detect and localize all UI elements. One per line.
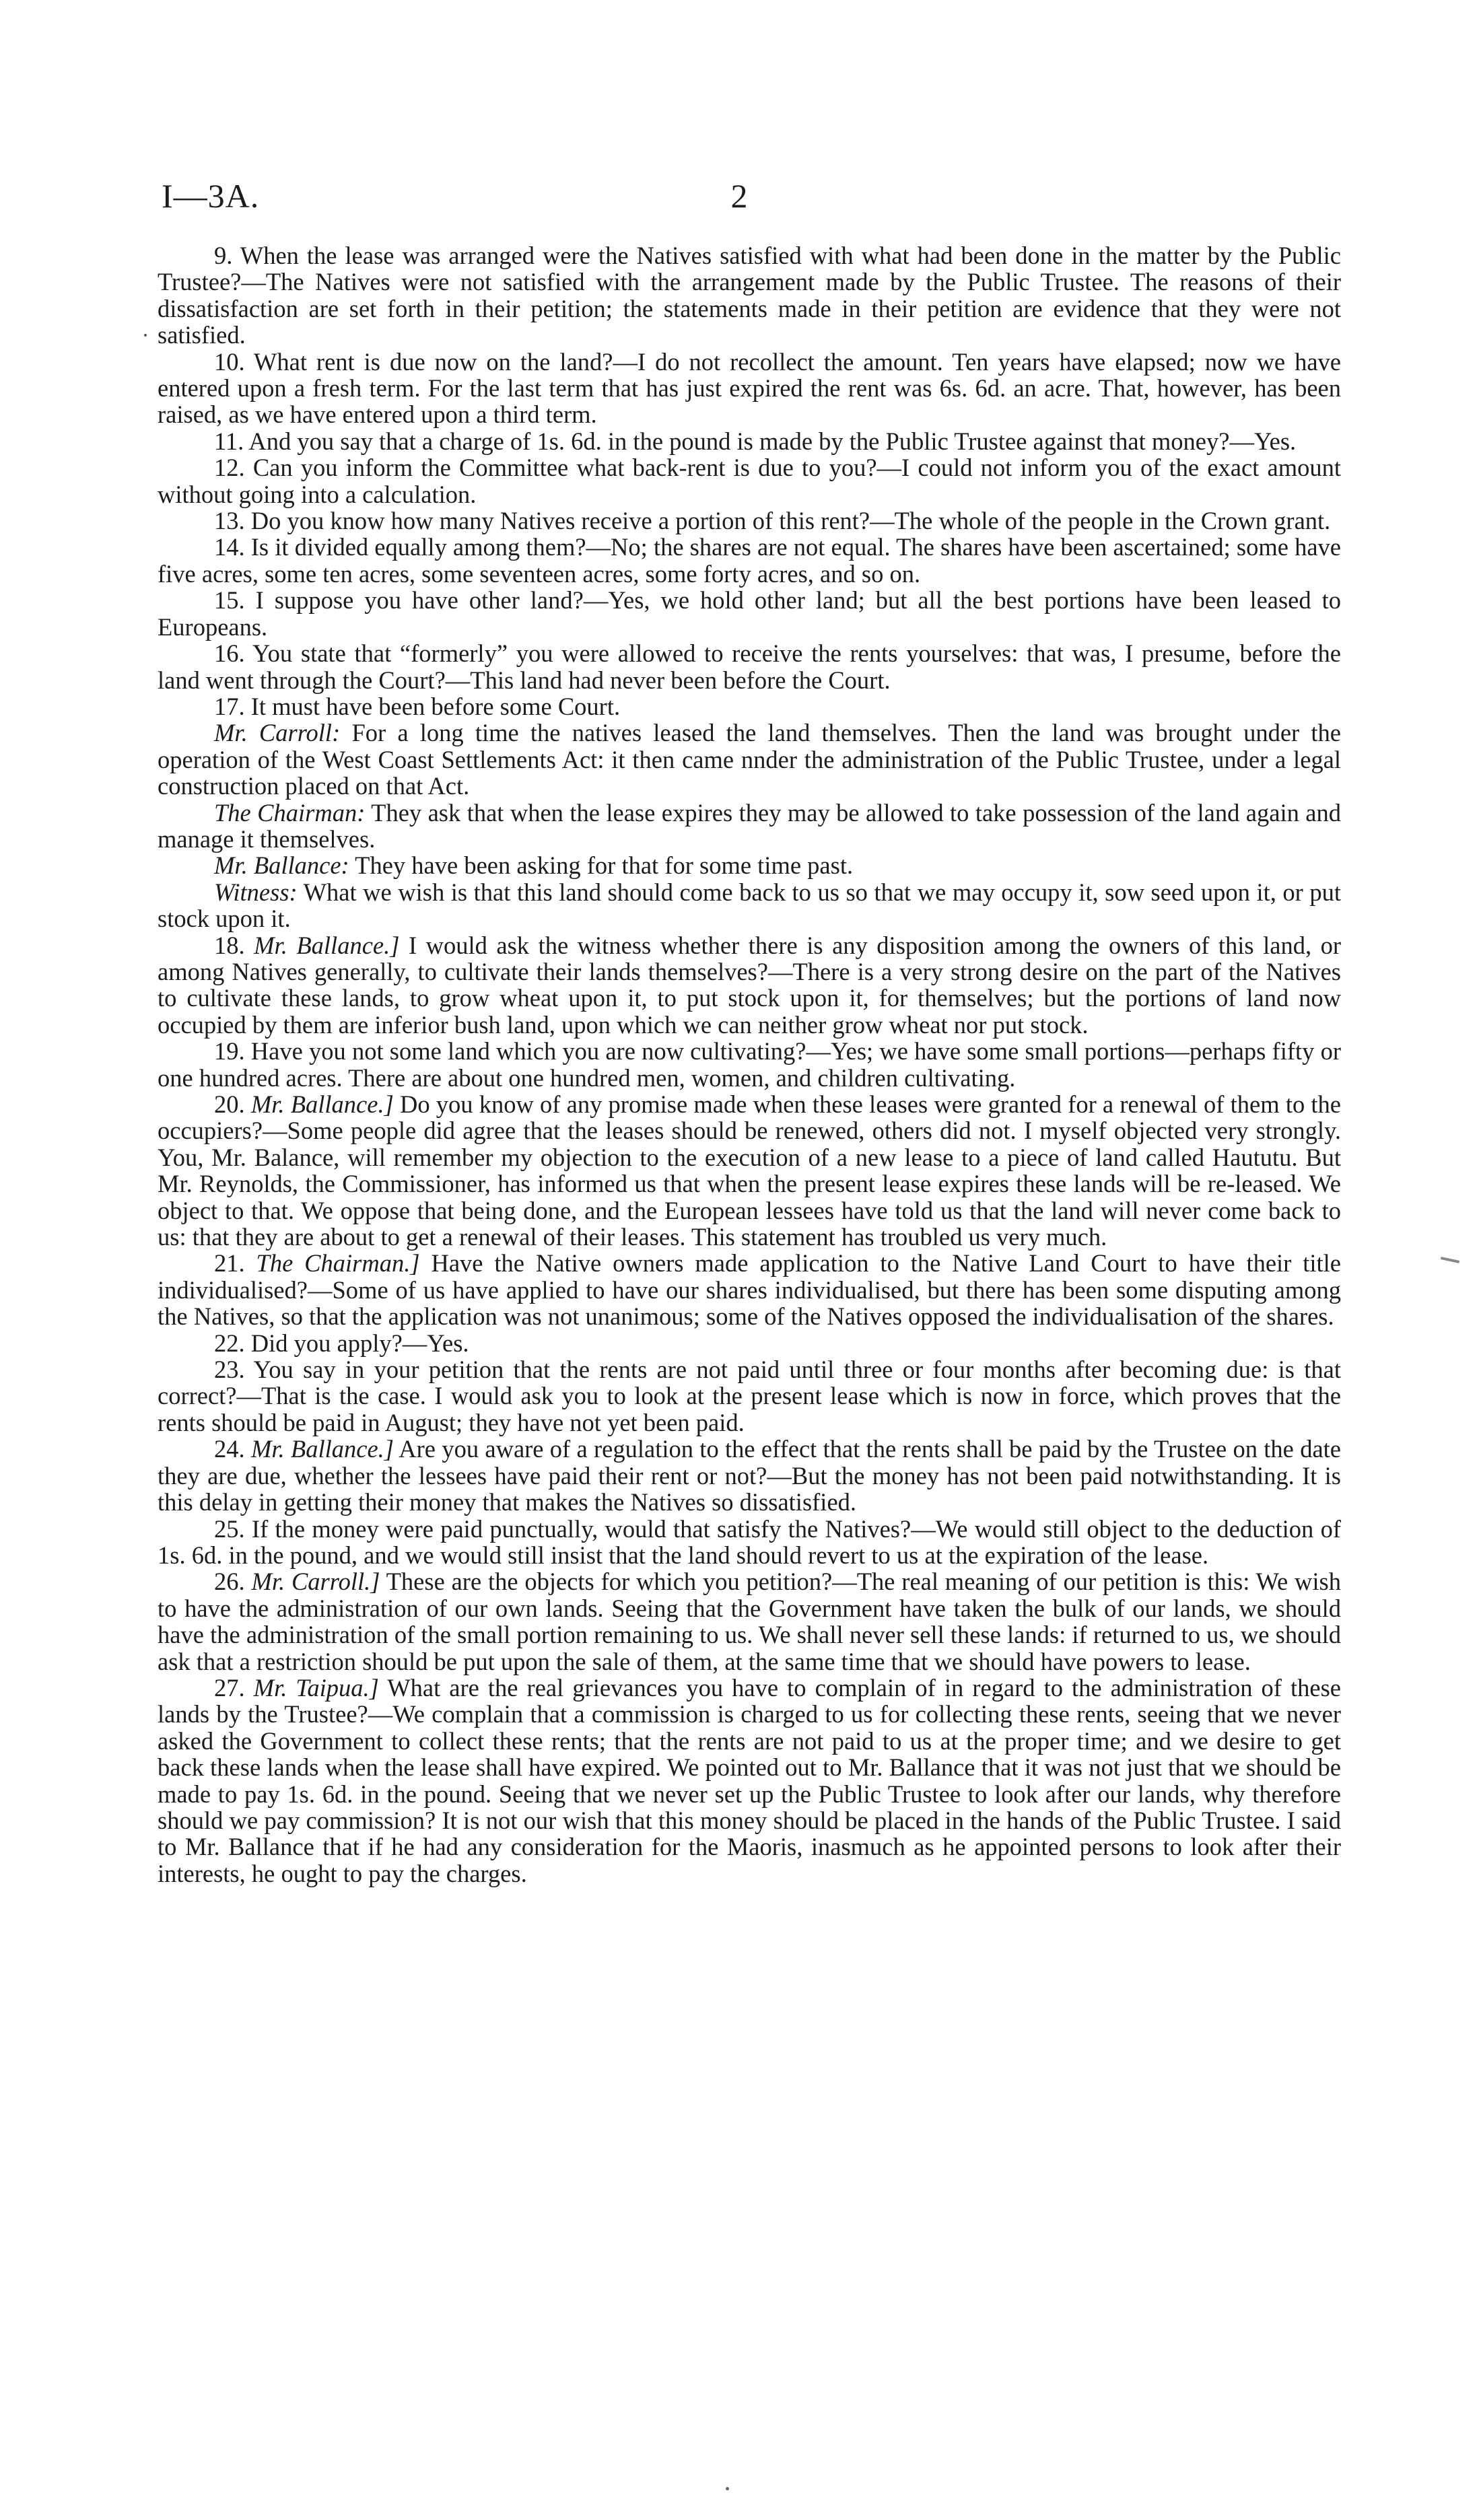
statement-chairman: The Chairman: They ask that when the lease expires they may be allowed to take possession of the land again and manage it themselves. <box>158 798 1341 853</box>
statement-ballance: Mr. Ballance: They have been asking for that for some time past. <box>214 851 854 880</box>
question-12: 12. Can you inform the Committee what back-rent is due to you?—I could not inform you of the exact amount without going into a calculation. <box>158 454 1341 508</box>
question-23: 23. You say in your petition that the rents are not paid until three or four months after becoming due: is that correct?—That is the case. I would ask you to look at the present lease which is now in force, which proves that the rents should be paid in August; they have not yet been paid. <box>158 1356 1341 1436</box>
question-20: 20. Mr. Ballance.] Do you know of any promise made when these leases were granted for a renewal of them to the occupiers?—Some people did agree that the leases should be renewed, others did not. I myself objected very strongly. You, Mr. Balance, will remember my objection to the execution of a new lease to a piece of land called Haututu. But Mr. Reynolds, the Commissioner, has informed us that when the present lease expires these lands will be re-leased. We object to that. We oppose that being done, and the European lessees have told us that the land will never come back to us: that they are about to get a renewal of their leases. This statement has troubled us very much. <box>158 1090 1341 1251</box>
question-22: 22. Did you apply?—Yes. <box>214 1329 469 1357</box>
question-19: 19. Have you not some land which you are now cultivating?—Yes; we have some small portions—perhaps fifty or one hundred acres. There are about one hundred men, women, and children cultivating. <box>158 1037 1341 1092</box>
question-26: 26. Mr. Carroll.] These are the objects for which you petition?—The real meaning of our petition is this: We wish to have the administration of our own lands. Seeing that the Government have taken the bulk of our lands, we should have the administration of the small portion remaining to us. We shall never sell these lands: if returned to us, we should ask that a restriction should be put upon the sale of them, at the same time that we should have powers to lease. <box>158 1568 1342 1675</box>
question-24: 24. Mr. Ballance.] Are you aware of a regulation to the effect that the rents shall be paid by the Trustee on the date they are due, whether the lessees have paid their rent or not?—But the money has not been paid notwithstanding. It is this delay in getting their money that makes the Natives so dissatisfied. <box>158 1435 1341 1516</box>
question-18: 18. Mr. Ballance.] I would ask the witness whether there is any disposition among the owners of this land, or among Natives generally, to cultivate their lands themselves?—There is a very strong desire on the part of the Natives to cultivate these lands, to grow wheat upon it, to put stock upon it, for themselves; but the portions of land now occupied by them are inferior bush land, upon which we can neither grow wheat nor put stock. <box>158 931 1342 1039</box>
margin-mark <box>1441 1257 1459 1263</box>
statement-witness: Witness: What we wish is that this land should come back to us so that we may occupy it, sow seed upon it, or put stock upon it. <box>158 878 1341 933</box>
margin-speck <box>144 334 147 337</box>
question-27: 27. Mr. Taipua.] What are the real grievances you have to complain of in regard to the administration of these lands by the Trustee?—We complain that a commission is charged to us for collecting these rents, seeing that we never asked the Government to collect these rents; that the rents are not paid to us at the proper time; and we desire to get back these lands when the lease shall have expired. We pointed out to Mr. Ballance that it was not just that we should be made to pay 1s. 6d. in the pound. Seeing that we never set up the Public Trustee to look after our lands, why therefore should we pay commission? It is not our wish that this money should be placed in the hands of the Public Trustee. I said to Mr. Ballance that if he had any consideration for the Maoris, inasmuch as he appointed persons to look after their interests, he ought to pay the charges. <box>158 1673 1342 1887</box>
question-17: 17. It must have been before some Court. <box>214 692 621 720</box>
question-15: 15. I suppose you have other land?—Yes, we hold other land; but all the best portions have been leased to Europeans. <box>158 586 1341 641</box>
page-header <box>0 0 1479 242</box>
question-25: 25. If the money were paid punctually, would that satisfy the Natives?—We would still object to the deduction of 1s. 6d. in the pound, and we would still insist that the land should revert to us at the expiration of the lease. <box>158 1514 1341 1569</box>
question-10: 10. What rent is due now on the land?—I do not recollect the amount. Ten years have elapsed; now we have entered upon a fresh term. For the last term that has just expired the rent was 6s. 6d. an acre. That, however, has been raised, as we have entered upon a third term. <box>158 347 1341 429</box>
question-16: 16. You state that “formerly” you were allowed to receive the rents yourselves: that was, I presume, before the land went through the Court?—This land had never been before the Court. <box>158 639 1341 694</box>
question-9: 9. When the lease was arranged were the Natives satisfied with what had been done in the matter by the Public Trustee?—The Natives were not satisfied with the arrangement made by the Public Trustee. The reasons of their dissatisfaction are set forth in their petition; the statements made in their petition are evidence that they were not satisfied. <box>158 242 1341 349</box>
bottom-speck <box>726 2487 729 2490</box>
evidence-text <box>158 242 1341 1887</box>
question-11: 11. And you say that a charge of 1s. 6d. in the pound is made by the Public Trustee against that money?—Yes. <box>214 427 1297 455</box>
page-number: 2 <box>730 177 748 215</box>
question-21: 21. The Chairman.] Have the Native owners made application to the Native Land Court to have their title individualised?—Some of us have applied to have our shares individualised, but there has been some disputing among the Natives, so that the application was not unanimous; some of the Natives opposed the individualisation of the shares. <box>158 1249 1342 1331</box>
statement-carroll: Mr. Carroll: For a long time the natives leased the land themselves. Then the land was brought under the operation of the West Coast Settlements Act: it then came nnder the administration of the Public Trustee, under a legal construction placed on that Act. <box>158 719 1342 800</box>
question-14: 14. Is it divided equally among them?—No; the shares are not equal. The shares have been ascertained; some have five acres, some ten acres, some seventeen acres, some forty acres, and so on. <box>158 533 1341 588</box>
question-13: 13. Do you know how many Natives receive a portion of this rent?—The whole of the people in the Crown grant. <box>214 507 1331 535</box>
document-reference: I—3A. <box>162 177 260 215</box>
